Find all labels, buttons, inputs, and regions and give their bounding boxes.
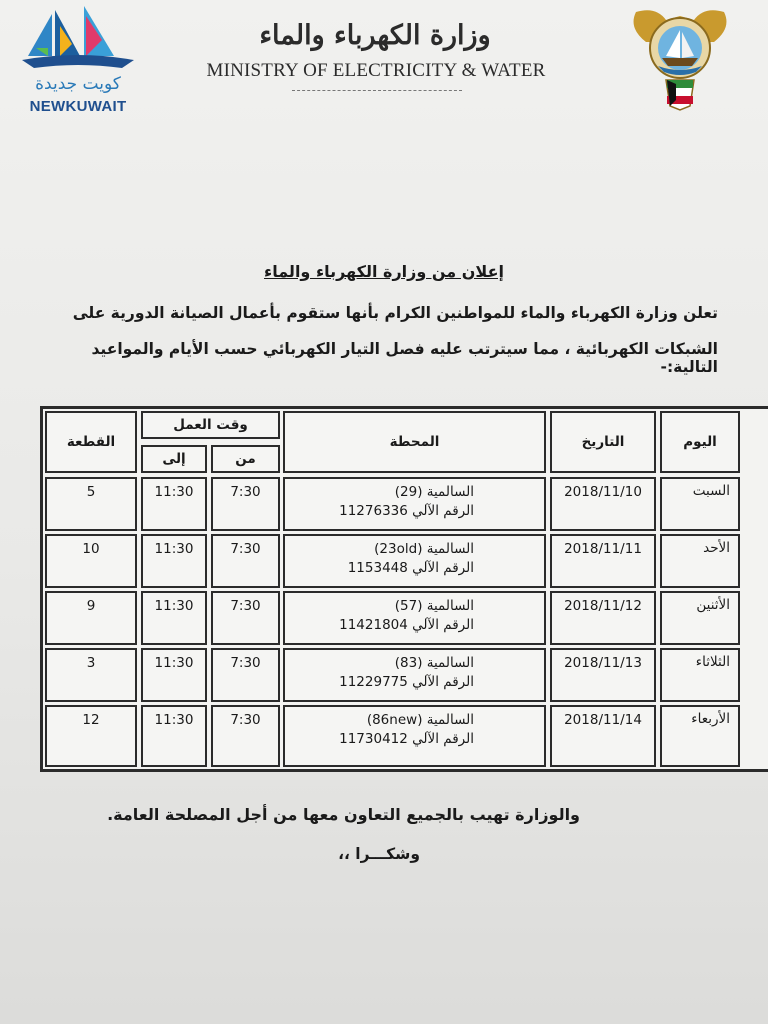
- row-4-day: الثلاثاء: [660, 648, 740, 702]
- row-1-date: 2018/11/10: [550, 477, 656, 531]
- header-work-time: وقت العمل: [141, 411, 280, 439]
- row-3-station: [283, 591, 546, 645]
- row-1-station: [283, 477, 546, 531]
- row-2-station: [283, 534, 546, 588]
- row-2-auto-number: الرقم الآلي 1153448: [347, 560, 474, 576]
- header-date: التاريخ: [550, 411, 656, 473]
- header-block: القطعة: [45, 411, 137, 473]
- row-5-station: [283, 705, 546, 767]
- row-2-to: 11:30: [141, 534, 207, 588]
- row-1-auto-number: الرقم الآلي 11276336: [339, 503, 474, 519]
- row-4-auto-number: الرقم الآلي 11229775: [339, 674, 474, 690]
- row-2-date: 2018/11/11: [550, 534, 656, 588]
- row-3-date: 2018/11/12: [550, 591, 656, 645]
- row-3-block: 9: [45, 591, 137, 645]
- ministry-name-arabic: وزارة الكهرباء والماء: [259, 20, 491, 51]
- row-4-station: [283, 648, 546, 702]
- header-day: اليوم: [660, 411, 740, 473]
- header-station: المحطة: [283, 411, 546, 473]
- row-1-block: 5: [45, 477, 137, 531]
- state-emblem-icon: [626, 2, 734, 112]
- outage-schedule-table: [40, 406, 768, 772]
- row-1-station-name: السالمية (29): [394, 484, 474, 500]
- row-3-from: 7:30: [211, 591, 280, 645]
- row-5-station-name: السالمية (86new): [366, 712, 474, 728]
- row-3-day: الأثنين: [660, 591, 740, 645]
- row-2-from: 7:30: [211, 534, 280, 588]
- row-3-auto-number: الرقم الآلي 11421804: [339, 617, 474, 633]
- row-2-block: 10: [45, 534, 137, 588]
- header-from: من: [211, 445, 280, 473]
- row-5-auto-number: الرقم الآلي 11730412: [339, 731, 474, 747]
- row-5-date: 2018/11/14: [550, 705, 656, 767]
- ministry-name-english: MINISTRY OF ELECTRICITY & WATER: [206, 60, 546, 81]
- row-1-day: السبت: [660, 477, 740, 531]
- closing-statement: والوزارة تهيب بالجميع التعاون معها من أجل المصلحة العامة.: [107, 805, 580, 824]
- row-4-station-name: السالمية (83): [394, 655, 474, 671]
- row-5-to: 11:30: [141, 705, 207, 767]
- thanks-line: وشكـــرا ،،: [338, 845, 420, 863]
- header-divider: [292, 90, 462, 91]
- row-3-to: 11:30: [141, 591, 207, 645]
- logo-arabic-text: كويت جديدة: [35, 74, 121, 94]
- row-5-block: 12: [45, 705, 137, 767]
- announcement-line-1: تعلن وزارة الكهرباء والماء للمواطنين الكرام بأنها ستقوم بأعمال الصيانة الدورية على: [72, 304, 718, 322]
- announcement-title: إعلان من وزارة الكهرباء والماء: [264, 262, 504, 281]
- kuwait-emblem: [626, 2, 734, 112]
- header-to: إلى: [141, 445, 207, 473]
- row-4-from: 7:30: [211, 648, 280, 702]
- row-2-station-name: السالمية (23old): [374, 541, 474, 557]
- row-4-date: 2018/11/13: [550, 648, 656, 702]
- announcement-line-2: الشبكات الكهربائية ، مما سيترتب عليه فصل التيار الكهربائي حسب الأيام والمواعيد التالية:-: [91, 340, 718, 376]
- row-2-day: الأحد: [660, 534, 740, 588]
- row-4-block: 3: [45, 648, 137, 702]
- row-5-from: 7:30: [211, 705, 280, 767]
- logo-english-text: NEWKUWAIT: [29, 98, 127, 115]
- row-1-from: 7:30: [211, 477, 280, 531]
- row-5-day: الأربعاء: [660, 705, 740, 767]
- row-1-to: 11:30: [141, 477, 207, 531]
- sail-logo-icon: [22, 4, 134, 76]
- row-4-to: 11:30: [141, 648, 207, 702]
- row-3-station-name: السالمية (57): [394, 598, 474, 614]
- newkuwait-logo: [22, 4, 134, 116]
